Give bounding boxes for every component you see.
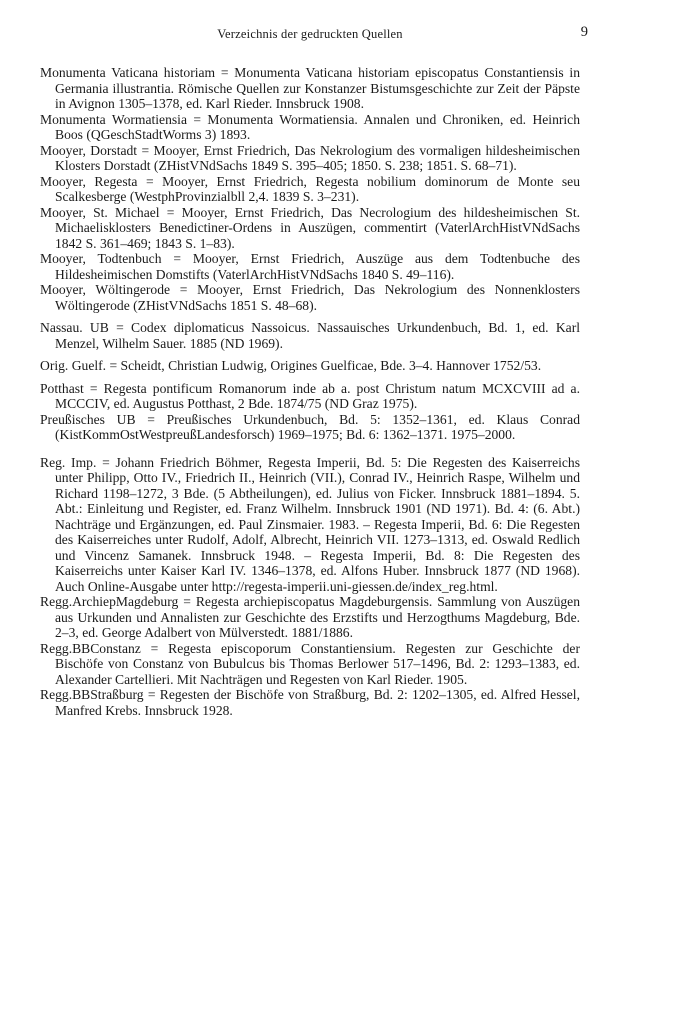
bibliography-entry: Regg.ArchiepMagdeburg = Regesta archiepiscopatus Magdeburgensis. Sammlung von Auszügen aus Urkunden und Annalisten zur Geschichte des Erzstifts und Herzogthums Magdeburg, Bde. 2–3, ed. George Adalbert von Mülverstedt. 1881/1886. xyxy=(40,594,580,640)
bibliography-entry: Mooyer, Todtenbuch = Mooyer, Ernst Friedrich, Auszüge aus dem Todtenbuche des Hildesheimischen Domstifts (VaterlArchHistVNdSachs 1840 S. 49–116). xyxy=(40,251,580,282)
running-title: Verzeichnis der gedruckten Quellen xyxy=(217,27,403,41)
bibliography-entry: Preußisches UB = Preußisches Urkundenbuch, Bd. 5: 1352–1361, ed. Klaus Conrad (KistKommOstWestpreußLandesforsch) 1969–1975; Bd. 6: 1362–1371. 1975–2000. xyxy=(40,411,580,442)
bibliography-entry: Mooyer, Dorstadt = Mooyer, Ernst Friedrich, Das Nekrologium des vormaligen hildesheimischen Klosters Dorstadt (ZHistVNdSachs 1849 S. 395–405; 1850. S. 238; 1851. S. 68–71). xyxy=(40,142,580,173)
bibliography-entry: Monumenta Wormatiensia = Monumenta Wormatiensia. Annalen und Chroniken, ed. Heinrich Boos (QGeschStadtWorms 3) 1893. xyxy=(40,111,580,142)
bibliography-entry: Nassau. UB = Codex diplomaticus Nassoicus. Nassauisches Urkundenbuch, Bd. 1, ed. Karl Menzel, Wilhelm Sauer. 1885 (ND 1969). xyxy=(40,320,580,351)
bibliography-entry: Reg. Imp. = Johann Friedrich Böhmer, Regesta Imperii, Bd. 5: Die Regesten des Kaiserreichs unter Philipp, Otto IV., Friedrich II., Heinrich (VII.), Conrad IV., Heinrich Raspe, Wilhelm und Richard 1198–1272, 3 Bde. (5 Abtheilungen), ed. Julius von Ficker. Innsbruck 1881–1894. 5. Abt.: Einleitung und Register, ed. Franz Wilhelm. Innsbruck 1901 (ND 1971). Bd. 4: (6. Abt.) Nachträge und Ergänzungen, ed. Paul Zinsmaier. 1983. – Regesta Imperii, Bd. 6: Die Regesten des Kaiserreiches unter Rudolf, Adolf, Albrecht, Heinrich VII. 1273–1313, ed. Oswald Redlich und Vincenz Samanek. Innsbruck 1948. – Regesta Imperii, Bd. 8: Die Regesten des Kaiserreichs unter Kaiser Karl IV. 1346–1378, ed. Alfons Huber. Innsbruck 1877 (ND 1968). Auch Online-Ausgabe unter http://regesta-imperii.uni-giessen.de/index_reg.html. xyxy=(40,454,580,594)
bibliography-entry: Regg.BBStraßburg = Regesten der Bischöfe von Straßburg, Bd. 2: 1202–1305, ed. Alfred Hessel, Manfred Krebs. Innsbruck 1928. xyxy=(40,687,580,718)
bibliography-entry: Mooyer, St. Michael = Mooyer, Ernst Friedrich, Das Necrologium des hildesheimischen St. Michaelisklosters Benedictiner-Ordens in Auszügen, commentirt (VaterlArchHistVNdSachs 1842 S. 361–469; 1843 S. 1–83). xyxy=(40,204,580,251)
page-number: 9 xyxy=(580,24,588,40)
bibliography-entry: Mooyer, Wöltingerode = Mooyer, Ernst Friedrich, Das Nekrologium des Nonnenklosters Wöltingerode (ZHistVNdSachs 1851 S. 48–68). xyxy=(40,282,580,313)
bibliography-entry: Mooyer, Regesta = Mooyer, Ernst Friedrich, Regesta nobilium dominorum de Monte seu Scalkesberge (WestphProvinzialbll 2,4. 1839 S. 3–231). xyxy=(40,173,580,204)
bibliography-entry: Potthast = Regesta pontificum Romanorum inde ab a. post Christum natum MCXCVIII ad a. MCCCIV, ed. Augustus Potthast, 2 Bde. 1874/75 (ND Graz 1975). xyxy=(40,380,580,411)
bibliography-entry: Regg.BBConstanz = Regesta episcoporum Constantiensium. Regesten zur Geschichte der Bischöfe von Constanz von Bubulcus bis Thomas Berlower 517–1496, Bd. 2: 1293–1383, ed. Alexander Cartellieri. Mit Nachträgen und Regesten von Karl Rieder. 1905. xyxy=(40,640,580,687)
running-header xyxy=(40,24,588,43)
bibliography-entry: Monumenta Vaticana historiam = Monumenta Vaticana historiam episcopatus Constantiensis in Germania illustrantia. Römische Quellen zur Konstanzer Bistumsgeschichte zur Zeit der Päpste in Avignon 1305–1378, ed. Karl Rieder. Innsbruck 1908. xyxy=(40,65,580,111)
bibliography-list xyxy=(40,65,580,718)
bibliography-entry: Orig. Guelf. = Scheidt, Christian Ludwig, Origines Guelficae, Bde. 3–4. Hannover 1752/53. xyxy=(40,358,542,373)
